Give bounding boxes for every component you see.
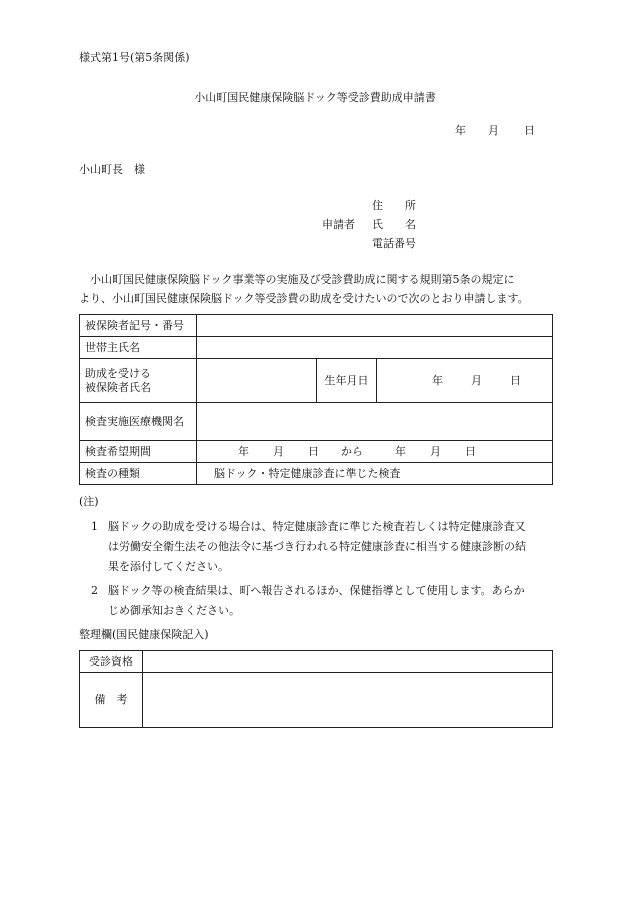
note1-text [108,517,553,577]
table-row [80,359,553,403]
birth-month-label: 月 [471,373,482,387]
period-day1-label: 日 [308,444,319,458]
admin-table [79,650,553,728]
recipient-name-field[interactable] [197,359,317,403]
institution-field[interactable] [197,403,553,441]
date-year-label: 年 [455,124,466,137]
desired-period-field[interactable] [197,441,553,463]
body-text-line2: より、小山町国民健康保険脳ドック等受診費の助成を受けたいので次のとおり申請します。 [79,292,529,305]
table-row [80,651,553,673]
recipient-label-line1: 助成を受ける [85,366,151,380]
period-from-label: から [341,444,363,458]
body-text-line1: 小山町国民健康保険脳ドック事業等の実施及び受診費助成に関する規則第5条の規定に [90,273,515,286]
remarks-field[interactable] [143,673,553,728]
applicant-prefix: 申請者 [322,218,355,231]
date-month-label: 月 [488,124,499,137]
exam-type-label: 検査の種類 [80,463,197,485]
recipient-name-label [80,359,197,403]
period-month2-label: 月 [430,444,441,458]
table-row [80,337,553,359]
recipient-label-line2: 被保険者氏名 [85,380,151,394]
remarks-label: 備 考 [80,673,143,728]
birth-year-label: 年 [432,373,443,387]
insured-number-label: 被保険者記号・番号 [80,315,197,337]
period-year1-label: 年 [238,444,249,458]
notes-heading: (注) [79,495,99,508]
exam-type-value: 脳ドック・特定健康診査に準じた検査 [197,463,553,485]
form-number: 様式第1号(第5条関係) [79,51,190,64]
household-head-field[interactable] [197,337,553,359]
document-title: 小山町国民健康保険脳ドック等受診費助成申請書 [194,91,436,104]
table-row [80,403,553,441]
note2-line1: 脳ドック等の検査結果は、町へ報告されるほか、保健指導として使用します。あらか [108,584,525,597]
note2-text [108,581,553,621]
period-year2-label: 年 [395,444,406,458]
note1-line1: 脳ドックの助成を受ける場合は、特定健康診査に準じた検査若しくは特定健康診査又 [108,520,526,533]
eligibility-field[interactable] [143,651,553,673]
birth-day-label: 日 [510,373,521,387]
household-head-label: 世帯主氏名 [80,337,197,359]
date-day-label: 日 [524,124,535,137]
period-day2-label: 日 [465,444,476,458]
table-row [80,463,553,485]
application-table [79,314,553,485]
addressee: 小山町長 様 [79,163,145,176]
desired-period-label: 検査希望期間 [80,441,197,463]
birth-date-field[interactable] [377,359,553,403]
admin-heading: 整理欄(国民健康保険記入) [79,628,209,641]
address-label: 住 所 [372,199,416,212]
name-label: 氏 名 [372,218,416,231]
note2-line2: じめ御承知おきください。 [108,604,240,617]
table-row [80,315,553,337]
table-row [80,441,553,463]
eligibility-label: 受診資格 [80,651,143,673]
institution-label: 検査実施医療機関名 [80,403,197,441]
note2-number: 2 [91,584,98,597]
phone-label: 電話番号 [372,237,416,250]
insured-number-field[interactable] [197,315,553,337]
note1-line3: 果を添付してください。 [108,560,229,573]
birth-date-label: 生年月日 [317,359,377,403]
period-month1-label: 月 [273,444,284,458]
note1-number: 1 [91,520,98,533]
note1-line2: は労働安全衛生法その他法令に基づき行われる特定健康診査に相当する健康診断の結 [108,540,526,553]
table-row [80,673,553,728]
